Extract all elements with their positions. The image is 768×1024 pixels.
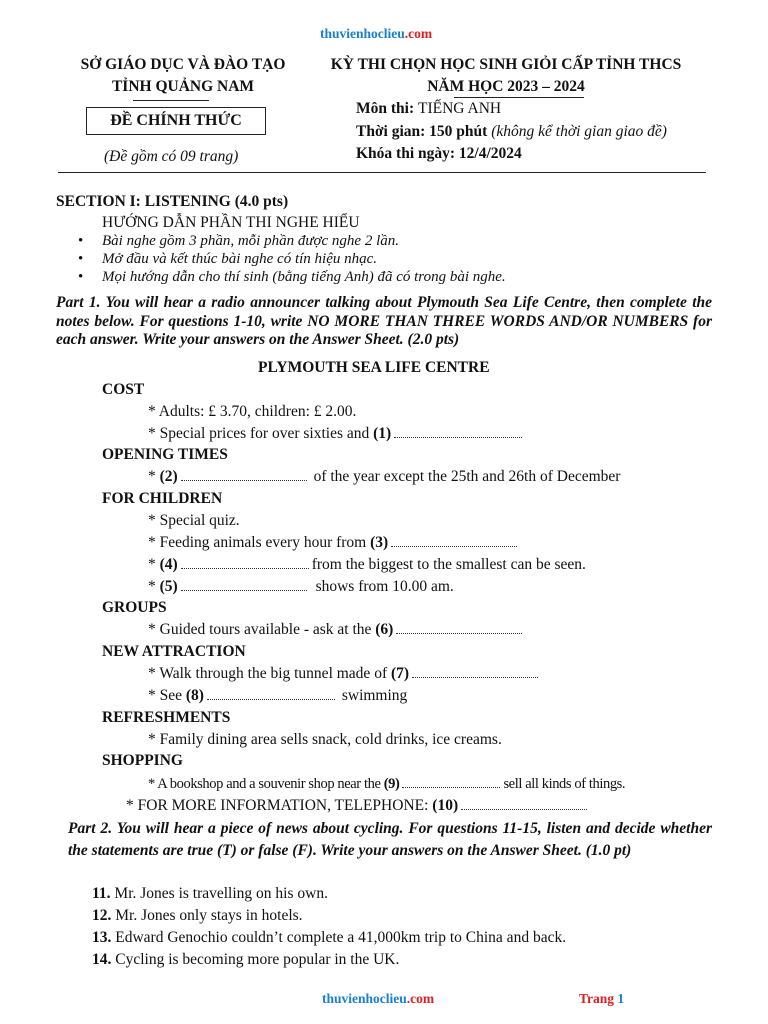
children-line-3-bullet: * (148, 556, 160, 573)
children-line-4-text: shows from 10.00 am. (315, 578, 454, 595)
site-watermark-bottom (322, 991, 434, 1007)
refreshments-heading: REFRESHMENTS (102, 709, 231, 726)
statement-14-text: Cycling is becoming more popular in the UK. (115, 951, 400, 968)
province-name: TỈNH QUẢNG NAM (111, 78, 255, 95)
page-label: Trang (579, 991, 618, 1006)
question-5-label: (5) (159, 578, 178, 595)
site-name-part2: .com (404, 26, 433, 41)
answer-blank-8 (207, 687, 335, 700)
attraction-line-1-text: * Walk through the big tunnel made of (148, 665, 388, 682)
statement-13-num: 13. (92, 929, 112, 946)
statement-12 (92, 907, 303, 925)
shopping-line (148, 775, 625, 793)
page-number (579, 991, 624, 1007)
answer-blank-2 (181, 468, 307, 481)
cost-line-2 (148, 425, 525, 443)
section1-title: SECTION I: LISTENING (4.0 pts) (56, 193, 289, 210)
page-count-note: (Đề gồm có 09 trang) (104, 148, 239, 165)
attraction-line-2 (148, 687, 407, 705)
statement-11 (92, 885, 328, 903)
site-watermark-top (320, 26, 432, 42)
question-4-label: (4) (159, 556, 178, 573)
cost-line-2-text: * Special prices for over sixties and (148, 425, 370, 442)
groups-line-text: * Guided tours available - ask at the (148, 621, 372, 638)
question-3-label: (3) (370, 534, 389, 551)
answer-blank-1 (394, 425, 522, 438)
header-divider (58, 172, 706, 173)
statement-12-text: Mr. Jones only stays in hotels. (115, 907, 303, 924)
guide-bullet-2: • Mở đầu và kết thúc bài nghe có tín hiệu nhạc. (102, 251, 377, 268)
info-line-text: * FOR MORE INFORMATION, TELEPHONE: (126, 797, 429, 814)
cost-line-1: * Adults: £ 3.70, children: £ 2.00. (148, 403, 357, 420)
guide-bullet-1: • Bài nghe gồm 3 phần, mỗi phần được nghe 2 lần. (102, 233, 399, 250)
opening-bullet: * (148, 468, 160, 485)
statement-14 (92, 951, 399, 969)
question-9-label: (9) (383, 776, 400, 792)
cost-heading: COST (102, 381, 145, 398)
for-children-heading: FOR CHILDREN (102, 490, 223, 507)
footer-site-part2: .com (406, 991, 435, 1006)
question-8-label: (8) (185, 687, 204, 704)
page-num: 1 (617, 991, 625, 1006)
answer-blank-5 (181, 578, 307, 591)
part1-notes-title: PLYMOUTH SEA LIFE CENTRE (258, 359, 490, 376)
time-line (356, 123, 667, 141)
opening-line (148, 468, 620, 486)
children-line-4-bullet: * (148, 578, 160, 595)
children-line-2 (148, 534, 520, 552)
children-line-3-text: from the biggest to the smallest can be seen. (311, 556, 586, 573)
statement-14-num: 14. (92, 951, 112, 968)
groups-heading: GROUPS (102, 599, 167, 616)
answer-blank-7 (412, 665, 538, 678)
statement-11-num: 11. (92, 885, 111, 902)
site-name-part1: thuvienhoclieu (320, 26, 405, 41)
opening-times-heading: OPENING TIMES (102, 446, 228, 463)
children-line-2-text: * Feeding animals every hour from (148, 534, 367, 551)
info-line (126, 797, 590, 815)
shopping-line-pre: * A bookshop and a souvenir shop near the (148, 776, 381, 792)
children-line-3 (148, 556, 586, 574)
official-exam-box: ĐỀ CHÍNH THỨC (86, 107, 266, 135)
answer-blank-3 (391, 534, 517, 547)
children-line-1: * Special quiz. (148, 512, 240, 529)
guide-bullet-3: • Mọi hướng dẫn cho thí sinh (bằng tiếng Anh) đã có trong bài nghe. (102, 269, 506, 286)
refreshments-line: * Family dining area sells snack, cold drinks, ice creams. (148, 731, 502, 748)
time-label: Thời gian: 150 phút (356, 123, 492, 140)
question-1-label: (1) (373, 425, 392, 442)
answer-blank-10 (461, 797, 587, 810)
question-6-label: (6) (375, 621, 394, 638)
subject-value: TIẾNG ANH (418, 100, 502, 117)
attraction-line-2-post: swimming (341, 687, 408, 704)
attraction-line-2-pre: * See (148, 687, 183, 704)
part2-instruction: Part 2. You will hear a piece of news about cycling. For questions 11-15, listen and decide whether the statements are true (T) or false (F). Write your answers on the Answer Sheet. (1.0 pt) (68, 820, 712, 859)
answer-blank-9 (402, 775, 500, 788)
question-2-label: (2) (159, 468, 178, 485)
opening-line-text: of the year except the 25th and 26th of December (313, 468, 621, 485)
new-attraction-heading: NEW ATTRACTION (102, 643, 246, 660)
listening-guide-title: HƯỚNG DẪN PHẦN THI NGHE HIỂU (102, 214, 360, 231)
department-name: SỞ GIÁO DỤC VÀ ĐÀO TẠO (80, 56, 286, 73)
shopping-line-post: sell all kinds of things. (503, 776, 626, 792)
attraction-line-1 (148, 665, 541, 683)
time-note: (không kể thời gian giao đề) (491, 123, 667, 140)
subject-label: Môn thi: (356, 100, 418, 117)
answer-blank-4 (181, 556, 309, 569)
header-right-underline (454, 97, 584, 98)
statement-12-num: 12. (92, 907, 112, 924)
statement-13-text: Edward Genochio couldn’t complete a 41,000km trip to China and back. (115, 929, 567, 946)
answer-blank-6 (396, 621, 522, 634)
exam-title: KỲ THI CHỌN HỌC SINH GIỎI CẤP TỈNH THCS (330, 56, 682, 73)
children-line-4 (148, 578, 454, 596)
groups-line (148, 621, 525, 639)
question-10-label: (10) (432, 797, 459, 814)
statement-13 (92, 929, 566, 947)
statement-11-text: Mr. Jones is travelling on his own. (114, 885, 328, 902)
question-7-label: (7) (390, 665, 410, 682)
header-left-underline (133, 100, 209, 101)
exam-date: Khóa thi ngày: 12/4/2024 (356, 145, 522, 162)
footer-site-part1: thuvienhoclieu (322, 991, 407, 1006)
shopping-heading: SHOPPING (102, 752, 183, 769)
part1-instruction: Part 1. You will hear a radio announcer talking about Plymouth Sea Life Centre, then complete the notes below. For questions 1-10, write NO MORE THAN THREE WORDS AND/OR NUMBERS for each answer. Write your answers on the Answer Sheet. (2.0 pts) (56, 294, 712, 349)
subject-line (356, 100, 501, 118)
school-year: NĂM HỌC 2023 – 2024 (427, 78, 585, 95)
